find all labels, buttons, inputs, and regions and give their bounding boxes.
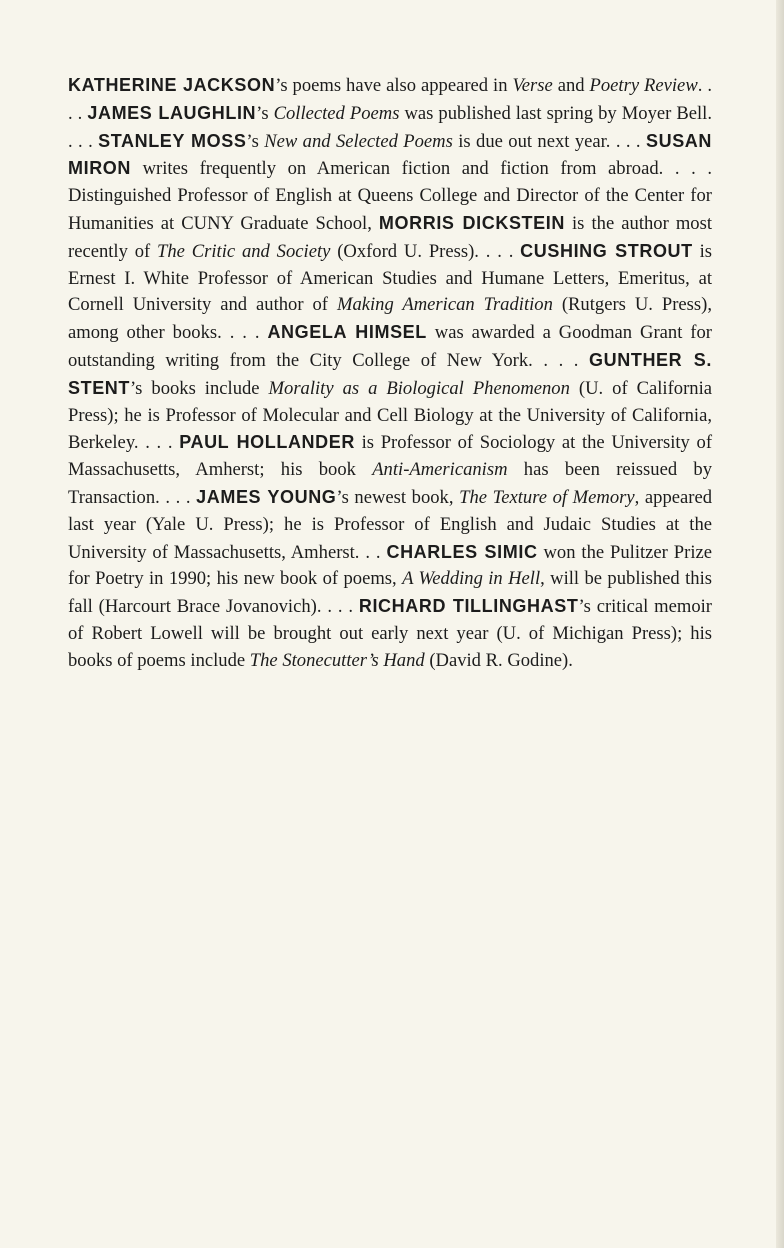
- contributor-entry: Distinguished Professor of English at Queens College and Director of the Center for Humanities at CUNY Graduate School, MORRIS DICKSTEIN is the author most recently of The Critic and Society (Oxford U. Press). . . .: [68, 185, 713, 262]
- contributor-entry: CUSHING STROUT is Ernest I. White Professor of American Studies and Humane Letters, Emeritus, at Cornell University and author of Making American Tradition (Rutgers U. Press), among other books. . . .: [68, 240, 712, 344]
- book-title: Morality as a Biological Phenomenon: [268, 377, 570, 399]
- contributor-name: RICHARD TILLINGHAST: [358, 596, 579, 617]
- contributor-entry: GUNTHER S. STENT’s books include Morality as a Biological Phenomenon (U. of California Press); he is Professor of Molecular and Cell Biology at the University of California, Berkeley. . . .: [68, 349, 712, 454]
- contributor-name: STANLEY MOSS: [98, 130, 247, 151]
- book-title: The Critic and Society: [157, 240, 331, 262]
- contributor-name: PAUL HOLLANDER: [179, 432, 355, 453]
- book-title: New and Selected Poems: [264, 130, 453, 152]
- contributor-name: JAMES YOUNG: [196, 486, 337, 507]
- contributor-entry: JAMES LAUGHLIN’s Collected Poems was published last spring by Moyer Bell. . . .: [68, 102, 712, 152]
- contributor-name: JAMES LAUGHLIN: [87, 102, 257, 123]
- book-title: Poetry Review: [589, 75, 698, 96]
- book-title: Making American Tradition: [336, 294, 553, 316]
- book-title: The Stonecutter’s Hand: [249, 649, 425, 671]
- contributor-name: GUNTHER S. STENT: [68, 349, 712, 398]
- book-title: Collected Poems: [273, 102, 400, 124]
- book-title: The Texture of Memory: [459, 486, 635, 508]
- book-title: A Wedding in Hell: [402, 568, 541, 590]
- contributor-name: ANGELA HIMSEL: [267, 322, 427, 343]
- contributor-name: CHARLES SIMIC: [386, 541, 538, 562]
- contributor-entry: SUSAN MIRON writes frequently on American fiction and fiction from abroad. . . .: [68, 130, 712, 180]
- contributor-entry: STANLEY MOSS’s New and Selected Poems is due out next year. . . .: [98, 130, 646, 152]
- contributor-entry: PAUL HOLLANDER is Professor of Sociology at the University of Massachusetts, Amherst; his book Anti-Americanism has been reissued by Transaction. . . .: [68, 432, 713, 508]
- book-title: Anti-Americanism: [372, 459, 508, 481]
- contributor-entry: CHARLES SIMIC won the Pulitzer Prize for Poetry in 1990; his new book of poems, A Wedding in Hell, will be published this fall (Harcourt Brace Jovanovich). . . .: [68, 541, 712, 618]
- contributor-entry: JAMES YOUNG’s newest book, The Texture of Memory, appeared last year (Yale U. Press); he is Professor of English and Judaic Studies at the University of Massachusetts, Amherst. . .: [68, 486, 712, 563]
- contributor-name: MORRIS DICKSTEIN: [378, 212, 565, 233]
- contributor-name: SUSAN MIRON: [68, 130, 712, 179]
- contributor-name: KATHERINE JACKSON: [68, 75, 276, 95]
- page-edge: [776, 0, 784, 1248]
- book-title: Verse: [512, 75, 553, 96]
- contributors-notes: [68, 72, 712, 675]
- contributor-entry: RICHARD TILLINGHAST’s critical memoir of Robert Lowell will be brought out early next year (U. of Michigan Press); his books of poems include The Stonecutter’s Hand (David R. Godine).: [68, 596, 712, 671]
- contributor-entry: ANGELA HIMSEL was awarded a Goodman Grant for outstanding writing from the City College of New York. . . .: [68, 322, 712, 371]
- contributor-entry: KATHERINE JACKSON’s poems have also appeared in Verse and Poetry Review. . . .: [68, 75, 712, 124]
- contributor-name: CUSHING STROUT: [520, 240, 693, 261]
